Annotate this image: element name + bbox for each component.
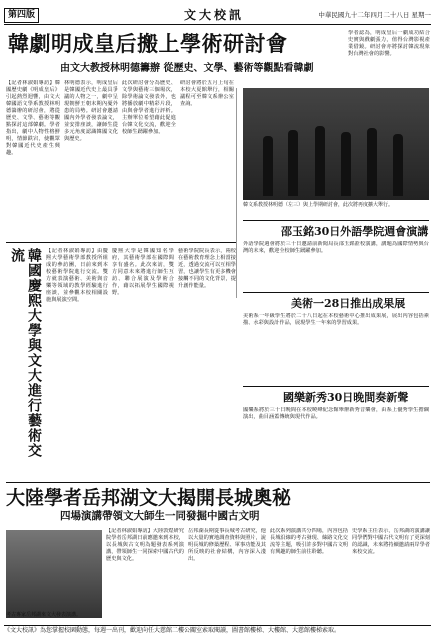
section-title: 邵玉銘30日外語學院週會演講 [281, 225, 429, 238]
bottom-article-column-2: 岳邦湖長期從事長城考古研究，他以大量的實地調查資料與照片，說明長城的修築歷程、軍事功能及其所反映的社會結構，內容深入淺出。 [188, 528, 266, 562]
photo-figure [341, 132, 351, 196]
bottom-headline-band [6, 482, 430, 523]
photo-figure [393, 134, 403, 196]
side-article-column-3: 藝術學院院長表示，兩校在藝術教育理念上相當接近，透過交流可以互相學習，也讓學生有更多機會接觸不同的文化背景，提升創作能量。 [178, 248, 236, 289]
scholar-photo-caption: 考古專家岳邦湖來文大發表演講。 [6, 612, 82, 618]
side-article-column-1: 【記者林淑娟專訪】由慶熙大學藝術學部教授所組成的參訪團，日前來到本校藝術學院進行交流。雙方就表演藝術、美術與音樂等領域的教學經驗進行座談，並參觀本校相關設施與展演空間。 [46, 248, 108, 303]
side-headline: 韓國慶熙大學與文大進行藝術交流 [9, 248, 42, 458]
section-title: 美術一28日推出成果展 [291, 297, 406, 310]
photo-figure [263, 136, 273, 196]
bottom-subhead: 四場演講帶領文大師生一同發掘中國古文明 [60, 510, 260, 522]
lead-column-1: 【記者林淑娟專訪】韓國歷史劇《明成皇后》引起熱烈迴響，由文大韓國語文學系教授林明德籌辦的研討會，將從歷史、文學、藝術等觀點探討這部韓劇。學者指出，劇中人物性格鮮明，情節跌宕，使觀眾對韓國近代史產生興趣。 [6, 80, 60, 156]
bottom-article-column-4: 史學系主任表示，岳邦湖的演講讓同學們對中國古代文明有了更深刻的認識，未來將持續邀請兩岸學者來校交流。 [352, 528, 430, 555]
issue-date: 中華民國九十二年四月二十八日 星期一 [318, 11, 431, 19]
section-body: 美術系一年級學生將於二十八日起在本校藝術中心推出成果展，展出內容包括素描、水彩與設計作品，展現學生一年來的學習成果。 [243, 313, 429, 326]
bottom-headline: 大陸學者岳邦湖文大揭開長城奧秘 [6, 487, 292, 509]
section-rule [6, 242, 236, 243]
news-section-3 [243, 386, 429, 481]
lead-subhead: 由文大教授林明德籌辦 從歷史、文學、藝術等觀點看韓劇 [60, 63, 314, 74]
photo-figure [367, 128, 377, 196]
masthead [4, 8, 431, 25]
conference-photo [243, 88, 429, 200]
section-body: 國樂系將於三十日晚間在本校曉峰紀念館舉辦新秀音樂會，由系上優秀學生擔綱演出，曲目涵蓋傳統與現代作品。 [243, 407, 429, 420]
bottom-article-column-3: 此次系列演講共分四場，內容包括長城沿線的考古發現、絲路文化交流等主題，吸引許多對中國古文明有興趣的師生前往聆聽。 [270, 528, 348, 555]
lead-right-column: 學者認為，明成皇后一劇成功結合史實與戲劇張力，值得台灣影視產業借鏡。研討會亦將探討韓流現象對台灣社會的影響。 [348, 30, 430, 57]
section-body: 外語學院週會將於三十日邀請前新聞局長邵玉銘蒞校演講，講題為國際情勢與台灣的未來，歡迎全校師生踴躍參加。 [243, 241, 429, 254]
column-divider [236, 88, 237, 298]
conference-photo-caption: 韓文系教授林明德（左三）與上學期研討會，此次將再度擴大舉行。 [243, 202, 394, 208]
photo-figure [288, 130, 298, 196]
side-article-column-2: 慶熙大學是韓國知名學府，其藝術學部在國際間享有盛名。此次來訪，雙方同意未來將進行師生互訪、聯合展演及學術合作，藉以拓展學生國際視野。 [112, 248, 174, 296]
news-section-1 [243, 220, 429, 291]
section-title: 國樂新秀30日晚間奏新聲 [283, 391, 409, 404]
lead-column-3: 此次研討會分為歷史、文學與藝術三個場次，除學術論文發表外，也將播放劇中精彩片段，由與會學者進行評析。主辦單位希望藉此促進台韓文化交流，歡迎全校師生踴躍參加。 [122, 80, 176, 135]
lead-column-2: 林明德表示，明成皇后是韓國近代史上最具爭議的人物之一，劇中呈現朝鮮王朝末期內憂外患的局勢。研討會邀請國內外學者發表論文，並安排座談，讓師生從多元角度認識韓國文化與歷史。 [64, 80, 118, 142]
lead-column-4: 研討會將於五月上旬在本校大夏館舉行，相關議程可至韓文系辦公室查詢。 [180, 80, 234, 107]
paper-name: 文大校訊 [184, 8, 245, 22]
news-section-2 [243, 292, 429, 385]
issue-label: 第四版 [4, 8, 39, 23]
bottom-article-column-1: 【記者林淑娟專訪】大陸敦煌研究院學者岳邦湖日前應邀來到本校，以長城與古文明為題發表系列演講，帶領師生一同探索中國古代的歷史與文化。 [106, 528, 184, 562]
photo-figure [315, 126, 325, 196]
scholar-photo [6, 530, 102, 618]
footer-notice: 《文大校訊》為您掌握校園動態，每週一出刊，歡迎向任大慈館二樓公關室索取閱讀，圖書館樓梯、大樓館、大慈館樓梯索取。 [4, 625, 431, 638]
lead-headline: 韓劇明成皇后搬上學術研討會 [8, 31, 288, 56]
